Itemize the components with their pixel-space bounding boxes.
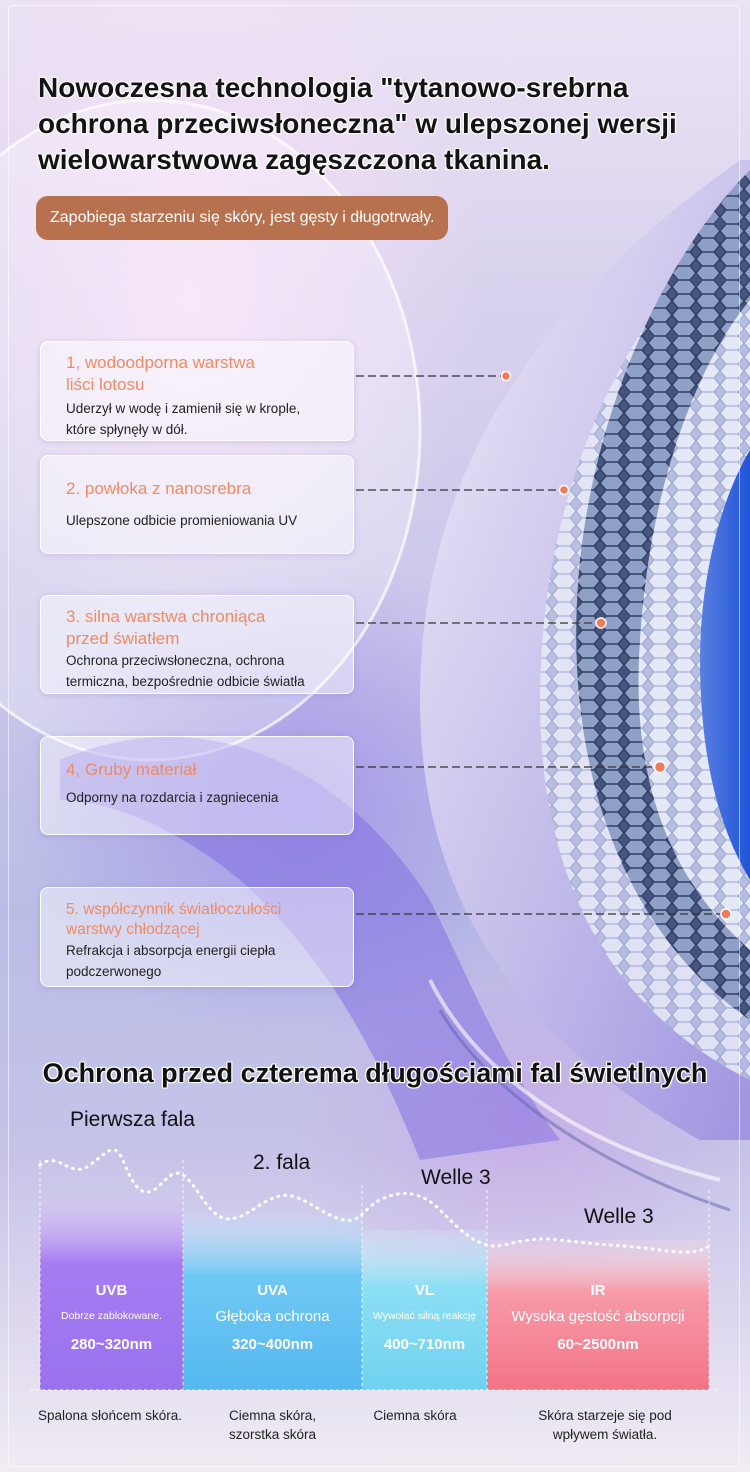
- headline-line-3: wielowarstwowa zagęszczona tkanina.: [38, 144, 550, 175]
- band-description: Wywołać silną reakcję: [372, 1310, 477, 1322]
- band-uva: [183, 1244, 362, 1390]
- layer-desc-line: Ochrona przeciwsłoneczna, ochrona: [66, 653, 285, 668]
- layer-title-line: 4, Gruby materiał: [66, 760, 197, 779]
- layer-title: [66, 900, 341, 940]
- layer-card-2: [40, 455, 354, 554]
- band-name: UVB: [95, 1282, 128, 1299]
- band-name: IR: [590, 1282, 606, 1299]
- layer-title-line: 3. silna warstwa chroniąca: [66, 607, 266, 626]
- band-range: 280~320nm: [70, 1336, 153, 1353]
- layer-title-line: 2. powłoka z nanosrebra: [66, 479, 252, 498]
- band-description: Wysoka gęstość absorpcji: [511, 1308, 685, 1325]
- band-range: 400~710nm: [383, 1336, 466, 1353]
- layer-desc-line: Ulepszone odbicie promieniowania UV: [66, 513, 298, 528]
- skin-effect-line: Skóra starzeje się pod: [538, 1408, 672, 1423]
- skin-effect-line: Spalona słońcem skóra.: [37, 1408, 183, 1423]
- skin-effect-uvb: [20, 1406, 200, 1425]
- layer-title-line: 5. współczynnik światłoczułości: [66, 901, 282, 918]
- band-name: VL: [414, 1282, 435, 1299]
- layer-title: [66, 606, 341, 650]
- band-range: 60~2500nm: [557, 1336, 639, 1353]
- layer-title: [66, 759, 341, 781]
- skin-effect-uva: [200, 1406, 345, 1444]
- layer-desc-line: Refrakcja i absorpcja energii ciepła: [66, 943, 276, 958]
- band-name: UVA: [257, 1282, 288, 1299]
- band-description: Głęboka ochrona: [215, 1308, 330, 1325]
- skin-effect-line: wpływem światła.: [552, 1427, 658, 1442]
- layer-description: [66, 398, 341, 440]
- layer-title-line: przed światłem: [66, 629, 180, 648]
- layer-desc-line: Odporny na rozdarcia i zagniecenia: [66, 790, 279, 805]
- band-ir: [487, 1244, 709, 1390]
- headline-line-1: Nowoczesna technologia "tytanowo-srebrna: [38, 72, 629, 103]
- wave-label-3: Welle 3: [421, 1166, 491, 1189]
- layer-title-line: liści lotosu: [66, 375, 145, 394]
- skin-effect-ir: [515, 1406, 695, 1444]
- waves-section-title: Ochrona przed czterema długościami fal świetlnych: [42, 1058, 708, 1088]
- layer-title: [66, 478, 341, 500]
- tagline-badge: Zapobiega starzeniu się skóry, jest gęsty i długotrwały.: [36, 196, 448, 240]
- layer-card-4: [40, 736, 354, 835]
- layer-desc-line: podczerwonego: [66, 964, 162, 979]
- layer-card-5: [40, 887, 354, 987]
- band-uvb: [40, 1244, 183, 1390]
- layer-description: [66, 940, 341, 982]
- layer-title-line: warstwy chłodzącej: [66, 921, 200, 938]
- band-vl: [362, 1244, 487, 1390]
- skin-effect-line: Ciemna skóra: [373, 1408, 457, 1423]
- layer-title: [66, 352, 341, 396]
- layer-title-line: 1, wodoodporna warstwa: [66, 353, 256, 372]
- wave-label-4: Welle 3: [584, 1205, 654, 1228]
- layer-card-1: [40, 341, 354, 441]
- wave-label-1: Pierwsza fala: [70, 1108, 195, 1131]
- layer-description: [66, 787, 341, 808]
- layer-desc-line: które spłynęły w dół.: [66, 422, 188, 437]
- skin-effect-vl: [350, 1406, 480, 1425]
- band-description: Dobrze zablokowane.: [61, 1310, 162, 1322]
- layer-description: [66, 650, 341, 692]
- skin-effect-line: Ciemna skóra,: [228, 1408, 317, 1423]
- layer-description: [66, 510, 341, 531]
- layer-card-3: [40, 595, 354, 694]
- headline: [38, 70, 728, 178]
- layer-desc-line: Uderzył w wodę i zamienił się w krople,: [66, 401, 301, 416]
- layer-desc-line: termiczna, bezpośrednie odbicie światła: [66, 674, 305, 689]
- wave-label-2: 2. fala: [253, 1151, 311, 1174]
- headline-line-2: ochrona przeciwsłoneczna" w ulepszonej wersji: [38, 108, 677, 139]
- skin-effect-line: szorstka skóra: [228, 1427, 317, 1442]
- band-range: 320~400nm: [231, 1336, 314, 1353]
